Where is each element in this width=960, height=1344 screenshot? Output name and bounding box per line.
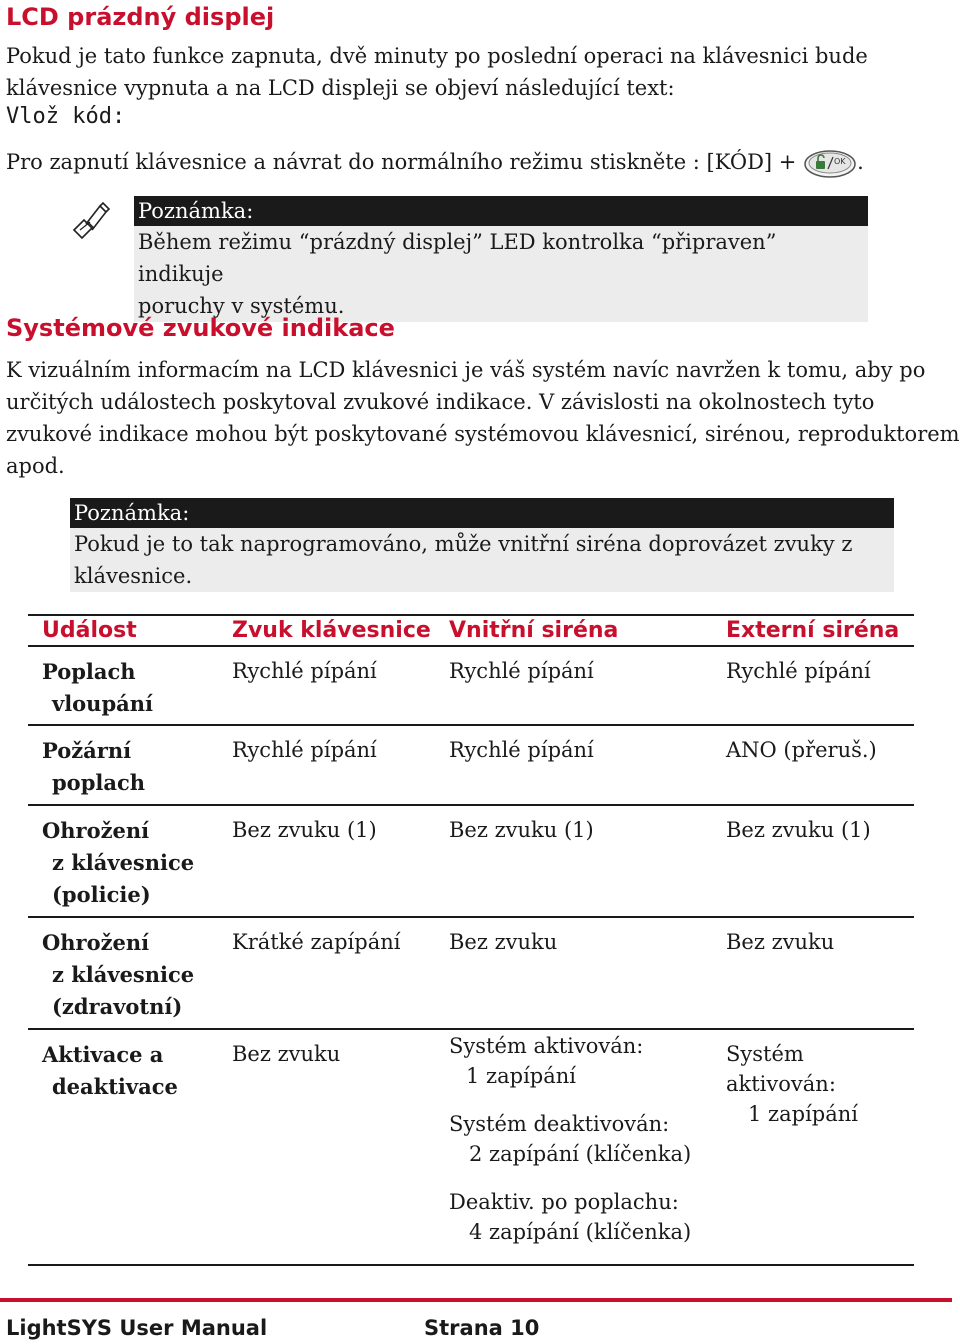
note-line: klávesnice. [74, 564, 193, 588]
event-cell [42, 927, 194, 1023]
sounds-line: určitých událostech poskytoval zvukové indikace. V závislosti na okolnostech tyto [6, 390, 875, 414]
table-header-rule [28, 645, 914, 647]
internal-siren-cell: Rychlé pípání [449, 659, 594, 683]
column-header-keypad-sound: Zvuk klávesnice [232, 618, 431, 643]
post-alarm-deactivation-label: Deaktiv. po poplachu: [449, 1190, 679, 1214]
event-line: poplach [52, 770, 146, 795]
event-line: (policie) [52, 882, 151, 907]
keypad-sound-cell: Rychlé pípání [232, 738, 377, 762]
note-title: Poznámka: [70, 498, 894, 528]
sounds-paragraph [6, 354, 960, 482]
event-line: Požární [42, 738, 132, 763]
event-line: z klávesnice [52, 850, 195, 875]
table-row-rule [28, 804, 914, 806]
external-siren-cell: Bez zvuku (1) [726, 818, 871, 842]
event-line: Ohrožení [42, 818, 150, 843]
footer-manual-title: LightSYS User Manual [6, 1316, 268, 1340]
event-line: Poplach [42, 659, 136, 684]
deactivation-label: Systém deaktivován: [449, 1112, 670, 1136]
external-line: Systém [726, 1042, 804, 1066]
note-body [134, 226, 868, 322]
intro-line: klávesnice vypnuta a na LCD displeji se objeví následující text: [6, 76, 675, 100]
sounds-line: apod. [6, 454, 65, 478]
event-line: (zdravotní) [52, 994, 183, 1019]
external-line: 1 zapípání [748, 1102, 858, 1126]
footer-rule [0, 1298, 952, 1302]
footer-page-number: Strana 10 [424, 1316, 540, 1340]
event-cell [42, 1039, 178, 1103]
section-heading-lcd-blank: LCD prázdný displej [6, 3, 275, 31]
event-line: Ohrožení [42, 930, 150, 955]
table-bottom-rule [28, 1264, 914, 1266]
internal-siren-cell: Bez zvuku (1) [449, 818, 594, 842]
intro-paragraph [6, 40, 946, 104]
keypad-sound-cell: Krátké zapípání [232, 930, 401, 954]
internal-siren-cell: Rychlé pípání [449, 738, 594, 762]
external-siren-cell [726, 1039, 858, 1129]
sounds-line: zvukové indikace mohou být poskytované systémovou klávesnicí, sirénou, reproduktorem [6, 422, 960, 446]
instruction-period: . [857, 150, 864, 174]
column-header-event: Událost [42, 618, 137, 643]
external-siren-cell: Bez zvuku [726, 930, 835, 954]
event-line: deaktivace [52, 1074, 178, 1099]
sounds-line: K vizuálním informacím na LCD klávesnici je váš systém navíc navržen k tomu, aby po [6, 358, 926, 382]
external-line: aktivován: [726, 1072, 836, 1096]
instruction-line [6, 146, 864, 179]
external-siren-cell: Rychlé pípání [726, 659, 871, 683]
instruction-text: Pro zapnutí klávesnice a návrat do normálního režimu stiskněte : [KÓD] + [6, 150, 797, 174]
table-row-rule [28, 724, 914, 726]
note-box-internal-siren [70, 498, 894, 592]
note-line: Během režimu “prázdný displej” LED kontrolka “připraven” indikuje [138, 230, 777, 286]
unlock-ok-key-icon [803, 149, 857, 179]
event-cell [42, 735, 145, 799]
external-siren-cell: ANO (přeruš.) [726, 738, 877, 762]
column-header-internal-siren: Vnitřní siréna [449, 618, 619, 643]
note-box-blank-display [134, 196, 868, 322]
note-line: Pokud je to tak naprogramováno, může vnitřní siréna doprovázet zvuky z [74, 532, 853, 556]
deactivation-value: 2 zapípání (klíčenka) [469, 1142, 692, 1166]
table-row-rule [28, 1028, 914, 1030]
table-row-rule [28, 916, 914, 918]
lcd-code-text: Vlož kód: [6, 104, 126, 129]
column-header-external-siren: Externí siréna [726, 618, 900, 643]
section-heading-system-sounds: Systémové zvukové indikace [6, 314, 395, 342]
note-body [70, 528, 894, 592]
note-title: Poznámka: [134, 196, 868, 226]
intro-line: Pokud je tato funkce zapnuta, dvě minuty po poslední operaci na klávesnici bude [6, 44, 868, 68]
post-alarm-deactivation-value: 4 zapípání (klíčenka) [469, 1220, 692, 1244]
pencil-note-icon [70, 200, 110, 240]
event-line: z klávesnice [52, 962, 195, 987]
keypad-sound-cell: Rychlé pípání [232, 659, 377, 683]
svg-text:OK: OK [834, 156, 846, 166]
event-cell [42, 815, 194, 911]
event-line: Aktivace a [42, 1042, 164, 1067]
activation-value: 1 zapípání [466, 1064, 576, 1088]
activation-label: Systém aktivován: [449, 1034, 644, 1058]
note-line: poruchy v systému. [138, 294, 345, 318]
keypad-sound-cell: Bez zvuku (1) [232, 818, 377, 842]
internal-siren-cell: Bez zvuku [449, 930, 558, 954]
keypad-sound-cell: Bez zvuku [232, 1042, 341, 1066]
internal-siren-cell [449, 1031, 691, 1247]
event-cell [42, 656, 153, 720]
event-line: vloupání [52, 691, 153, 716]
